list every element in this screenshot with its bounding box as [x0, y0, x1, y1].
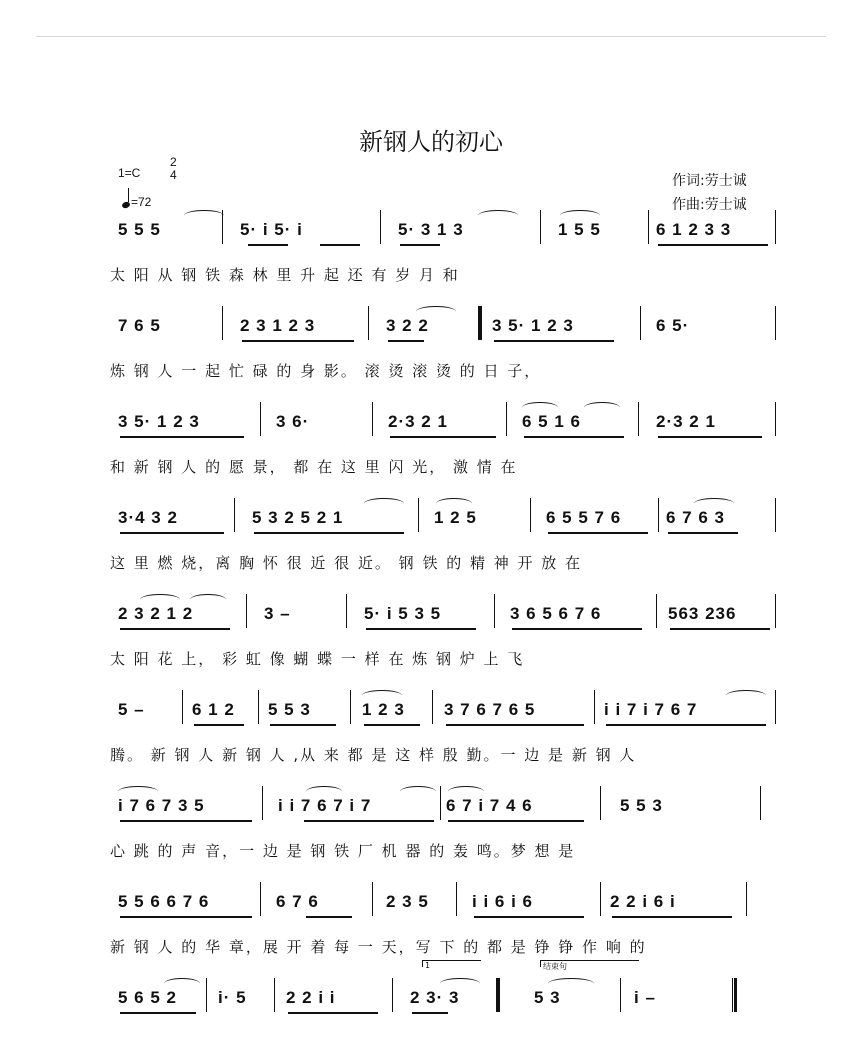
measure: 2·3 2 1	[656, 412, 716, 431]
lyric-line: 这 里 燃 烧，离 胸 怀 很 近 很 近。 钢 铁 的 精 神 开 放 在	[110, 554, 583, 572]
underline-beam	[242, 340, 354, 342]
bar-line	[372, 882, 373, 916]
lyric-line: 和 新 钢 人 的 愿 景， 都 在 这 里 闪 光， 激 情 在	[110, 458, 518, 476]
measure: 2·3 2 1	[388, 412, 448, 431]
notation-line	[110, 410, 790, 440]
measure: 6 7 6	[276, 892, 319, 911]
underline-beam	[364, 724, 420, 726]
measure: 1 2 3	[362, 700, 405, 719]
bar-line	[638, 402, 639, 436]
measure: 2 2 i 6 i	[610, 892, 676, 911]
slur	[190, 594, 226, 605]
measure: 2 3 1 2 3	[240, 316, 316, 335]
bar-line	[222, 306, 223, 340]
slur	[436, 498, 472, 509]
underline-beam	[474, 916, 584, 918]
measure: 5· i 5 3 5	[364, 604, 442, 623]
underline-beam	[120, 628, 230, 630]
measure: i i 7 i 7 6 7	[604, 700, 698, 719]
bar-line	[656, 594, 657, 628]
measure: 5 6 5 2	[118, 988, 177, 1007]
lyric-line: 腾。 新 钢 人 新 钢 人 ,从 来 都 是 这 样 殷 勤。一 边 是 新 钢 人	[110, 746, 637, 764]
measure: 6 1 2 3 3	[656, 220, 732, 239]
bar-line	[432, 690, 433, 724]
measure: 2 3 2 1 2	[118, 604, 194, 623]
measure: 3 2 2	[386, 316, 429, 335]
underline-beam	[390, 436, 496, 438]
slur	[726, 690, 766, 701]
notation-line	[110, 794, 790, 824]
bar-line	[760, 786, 761, 820]
underline-beam	[248, 244, 288, 246]
underline-beam	[270, 724, 336, 726]
underline-beam	[120, 532, 224, 534]
underline-beam	[304, 820, 434, 822]
bar-line	[775, 306, 776, 340]
lyric-line: 心 跳 的 声 音，一 边 是 钢 铁 厂 机 器 的 轰 鸣。梦 想 是	[110, 842, 576, 860]
bar-line	[506, 402, 507, 436]
bar-line	[246, 594, 247, 628]
measure: 6 1 2	[192, 700, 235, 719]
underline-beam	[668, 532, 738, 534]
tempo-value: =72	[131, 195, 152, 209]
volta-bracket-1: 1	[422, 960, 481, 967]
slur	[306, 786, 342, 797]
bar-line	[380, 210, 381, 244]
underline-beam	[548, 532, 648, 534]
measure: 3 –	[264, 604, 291, 623]
measure: 5 5 6 6 7 6	[118, 892, 210, 911]
time-signature-bottom: 4	[170, 168, 177, 182]
key-signature: 1=C	[118, 166, 141, 180]
bar-line	[182, 690, 183, 724]
measure: 6 7 6 3	[666, 508, 725, 527]
measure: 2 3· 3	[410, 988, 460, 1007]
underline-beam	[448, 820, 584, 822]
lyricist-credit: 作词:劳士诚	[672, 173, 747, 189]
tempo-marking	[122, 192, 151, 209]
measure: 1 2 5	[434, 508, 477, 527]
measure: 563 236	[668, 604, 737, 623]
composer-credit: 作曲:劳士诚	[672, 197, 747, 213]
measure: 5 5 3	[268, 700, 311, 719]
measure: 5 3	[534, 988, 561, 1007]
quarter-note-icon	[121, 201, 131, 209]
song-title: 新钢人的初心	[359, 128, 503, 156]
measure: 5 3 2 5 2 1	[252, 508, 344, 527]
bar-line	[648, 210, 649, 244]
lyric-line: 炼 钢 人 一 起 忙 碌 的 身 影。 滚 烫 滚 烫 的 日 子，	[110, 362, 542, 380]
notation-line	[110, 218, 790, 248]
bar-line	[258, 690, 259, 724]
underline-beam	[524, 436, 624, 438]
measure: i· 5	[218, 988, 247, 1007]
underline-beam	[512, 628, 642, 630]
bar-line	[372, 402, 373, 436]
bar-line	[775, 594, 776, 628]
underline-beam	[412, 1012, 448, 1014]
measure: 5 5 3	[620, 796, 663, 815]
bar-line	[620, 978, 621, 1012]
measure: 2 2 i i	[286, 988, 336, 1007]
bar-line	[775, 498, 776, 532]
slur	[478, 210, 518, 221]
bar-line	[234, 498, 235, 532]
slur	[364, 498, 404, 509]
lyric-line: 太 阳 从 钢 铁 森 林 里 升 起 还 有 岁 月 和	[110, 266, 460, 284]
notation-line	[110, 698, 790, 728]
measure: i i 6 i 6	[472, 892, 533, 911]
underline-beam	[120, 436, 244, 438]
lyric-line: 太 阳 花 上， 彩 虹 像 蝴 蝶 一 样 在 炼 钢 炉 上 飞	[110, 650, 525, 668]
underline-beam	[658, 244, 768, 246]
underline-beam	[388, 340, 424, 342]
measure: 3 6 5 6 7 6	[510, 604, 602, 623]
final-bar-line	[732, 978, 737, 1012]
notation-line	[110, 602, 790, 632]
underline-beam	[194, 724, 244, 726]
bar-line	[494, 594, 495, 628]
bar-line	[262, 786, 263, 820]
underline-beam	[612, 916, 732, 918]
notation-line	[110, 890, 790, 920]
bar-line	[600, 882, 601, 916]
bar-line	[350, 690, 351, 724]
slur	[448, 786, 484, 797]
bar-line	[260, 402, 261, 436]
underline-beam	[366, 628, 476, 630]
bar-line	[600, 786, 601, 820]
measure: 6 5·	[656, 316, 690, 335]
slur	[184, 210, 224, 221]
measure: 1 5 5	[558, 220, 601, 239]
slur	[560, 210, 600, 221]
underline-beam	[254, 532, 404, 534]
measure: 6 5 5 7 6	[546, 508, 622, 527]
bar-line	[346, 594, 347, 628]
bar-line	[418, 498, 419, 532]
bar-line	[746, 882, 747, 916]
slur	[140, 594, 180, 605]
measure: 7 6 5	[118, 316, 161, 335]
bar-line	[274, 978, 275, 1012]
bar-line	[440, 786, 441, 820]
measure: 5· 3 1 3	[398, 220, 464, 239]
slur	[440, 978, 480, 989]
slur	[416, 306, 456, 317]
notation-line	[110, 506, 790, 536]
lyric-line: 新 钢 人 的 华 章，展 开 着 每 一 天，写 下 的 都 是 铮 铮 作 响 的	[110, 938, 647, 956]
bar-line	[206, 978, 207, 1012]
slur	[362, 690, 402, 701]
bar-line	[368, 306, 369, 340]
slur	[400, 786, 436, 797]
top-divider	[36, 36, 826, 37]
measure: 3 7 6 7 6 5	[444, 700, 536, 719]
notation-line	[110, 314, 790, 344]
bar-line	[658, 498, 659, 532]
underline-beam	[670, 628, 770, 630]
underline-beam	[120, 820, 252, 822]
measure: 6 7 i 7 4 6	[446, 796, 533, 815]
underline-beam	[288, 1012, 378, 1014]
measure: 5 –	[118, 700, 145, 719]
underline-beam	[120, 916, 252, 918]
bar-line	[594, 690, 595, 724]
measure: i –	[634, 988, 656, 1007]
time-signature	[170, 156, 177, 182]
slur	[694, 498, 734, 509]
slur	[548, 978, 594, 989]
notation-line	[110, 986, 790, 1016]
slur	[584, 402, 620, 413]
measure: 3·4 3 2	[118, 508, 178, 527]
measure: 2 3 5	[386, 892, 429, 911]
measure: 3 5· 1 2 3	[118, 412, 200, 431]
measure: i 7 6 7 3 5	[118, 796, 205, 815]
volta-bracket-ending: 结束句	[540, 960, 639, 967]
bar-line	[392, 978, 393, 1012]
slur	[522, 402, 558, 413]
bar-line	[775, 402, 776, 436]
repeat-end-bar-line	[496, 978, 500, 1012]
underline-beam	[658, 436, 762, 438]
underline-beam	[120, 1012, 196, 1014]
underline-beam	[320, 244, 360, 246]
underline-beam	[306, 916, 352, 918]
measure: i i 7 6 7 i 7	[278, 796, 372, 815]
bar-line	[775, 690, 776, 724]
bar-line	[260, 882, 261, 916]
slur	[164, 978, 200, 989]
slur	[118, 786, 158, 797]
bar-line	[456, 882, 457, 916]
repeat-bar-line	[478, 306, 482, 340]
measure: 6 5 1 6	[522, 412, 581, 431]
underline-beam	[606, 724, 766, 726]
underline-beam	[400, 244, 440, 246]
bar-line	[540, 210, 541, 244]
bar-line	[775, 210, 776, 244]
bar-line	[640, 306, 641, 340]
measure: 3 6·	[276, 412, 310, 431]
measure: 3 5· 1 2 3	[492, 316, 574, 335]
underline-beam	[494, 340, 614, 342]
measure: 5 5 5	[118, 220, 161, 239]
bar-line	[530, 498, 531, 532]
time-signature-top: 2	[170, 155, 177, 169]
underline-beam	[446, 724, 584, 726]
measure: 5· i 5· i	[240, 220, 303, 239]
